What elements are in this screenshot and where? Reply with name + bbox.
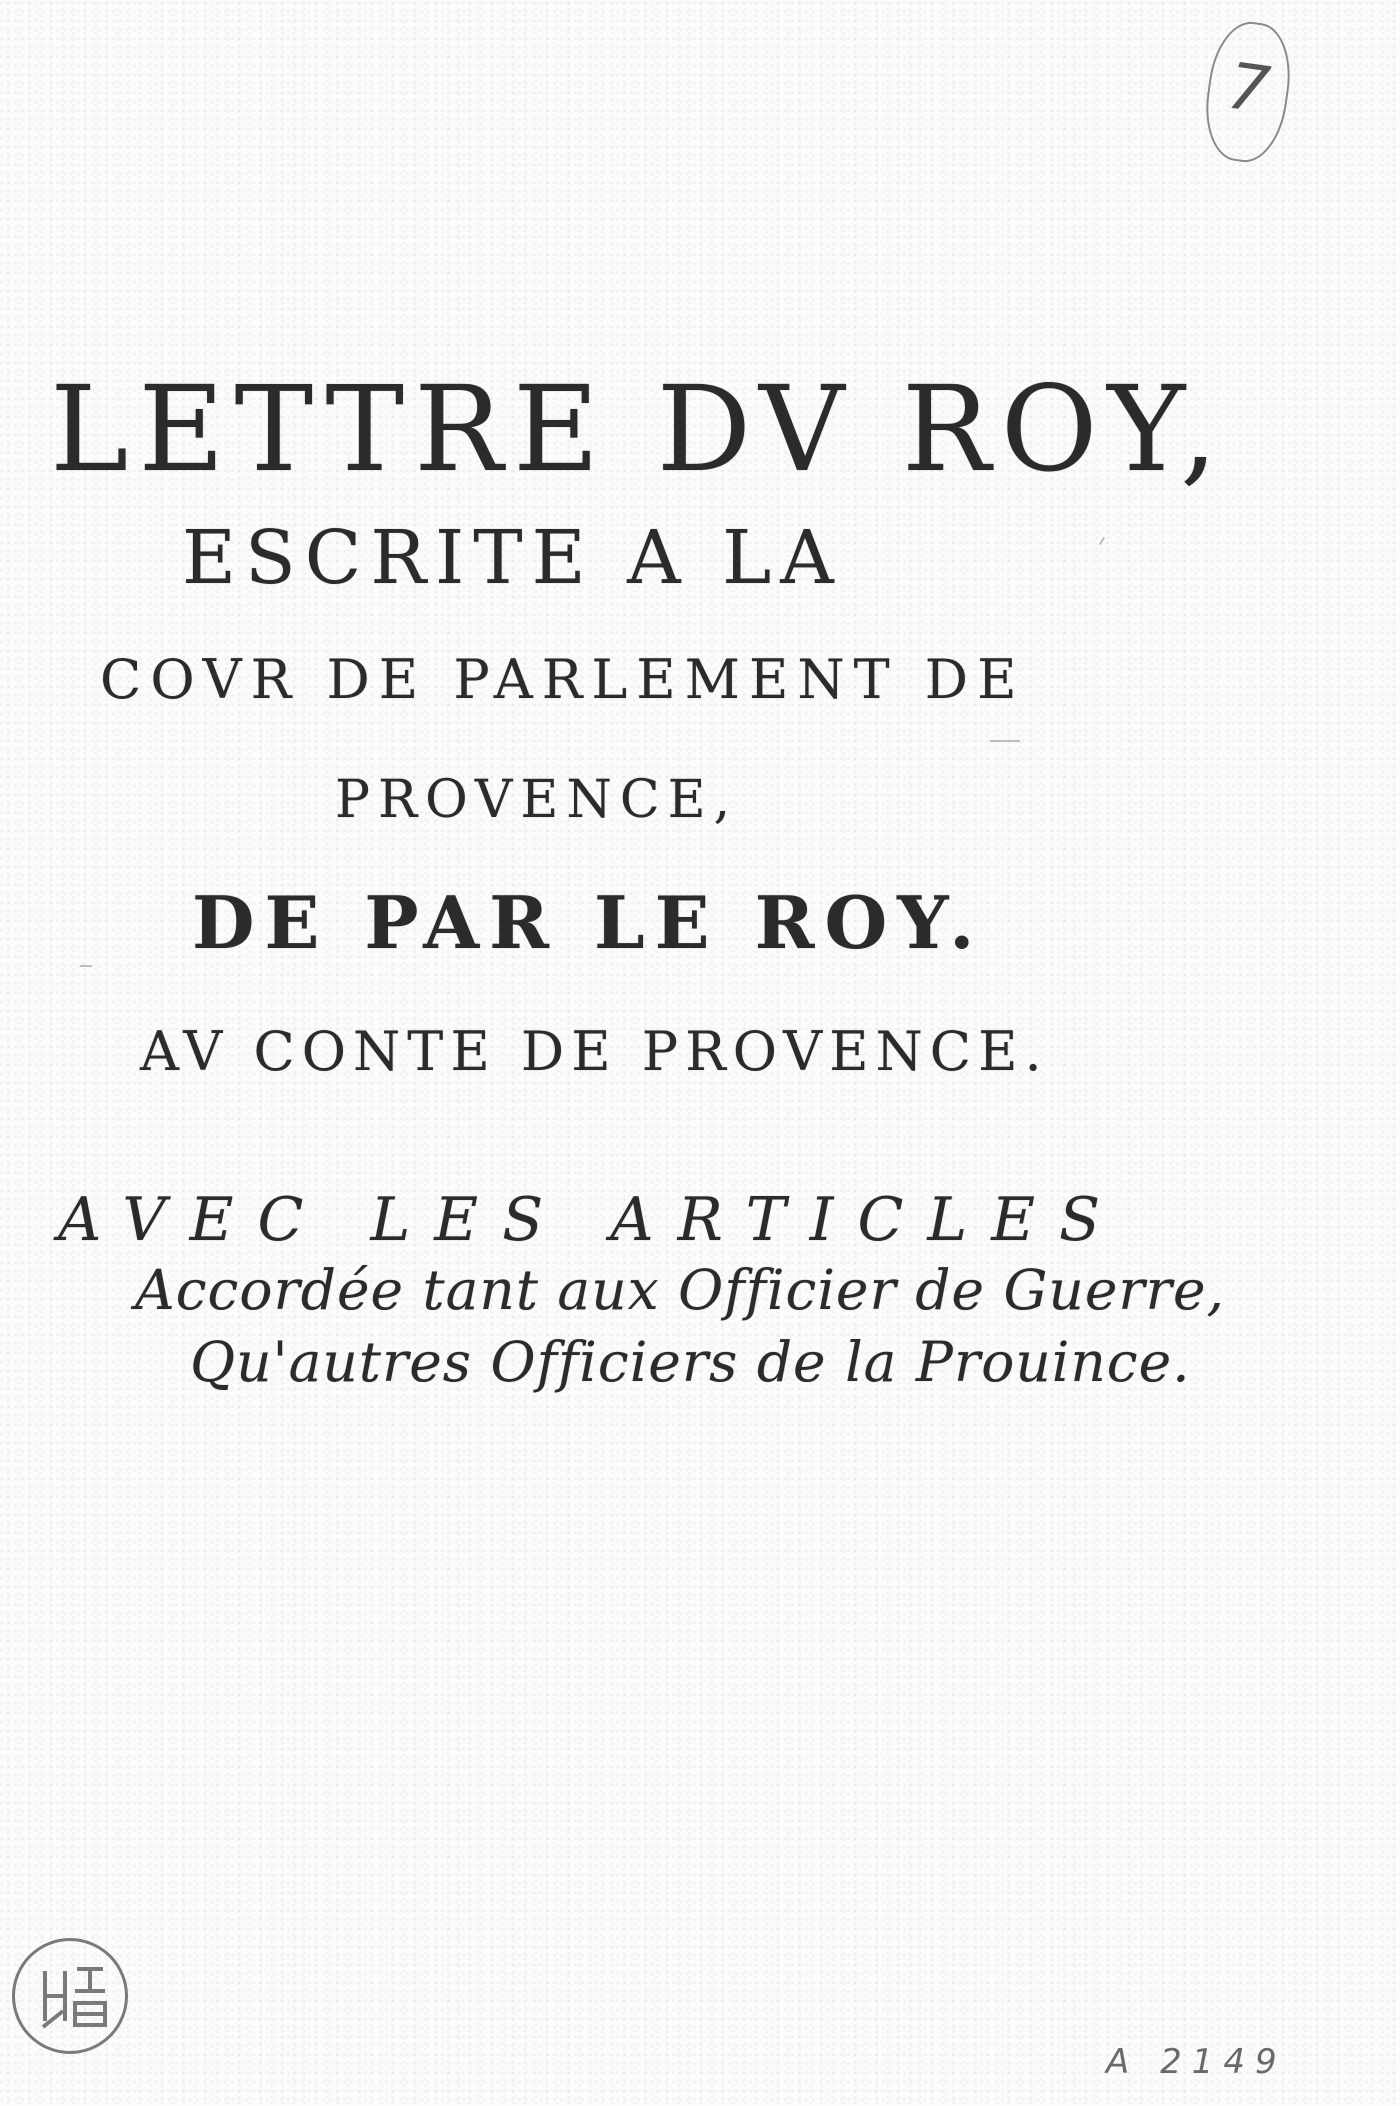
library-stamp [12, 1938, 128, 2054]
title-line-au-conte: AV CONTE DE PROVENCE. [140, 1020, 1049, 1083]
folio-number: 7 [1223, 49, 1274, 129]
title-line-escrite: ESCRITE A LA [182, 515, 843, 601]
subtitle-line-officiers-de-province: Qu'autres Officiers de la Prouince. [190, 1330, 1191, 1394]
title-line-cour-de-parlement: COVR DE PARLEMENT DE [100, 648, 1026, 711]
shelfmark-annotation: A 2149 [1106, 2042, 1287, 2082]
ink-speck [1099, 537, 1105, 545]
folio-number-annotation [1199, 17, 1298, 167]
title-line-avec-les-articles: AVEC LES ARTICLES [58, 1185, 1125, 1255]
title-line-provence: PROVENCE, [335, 770, 739, 830]
ink-speck [990, 740, 1020, 742]
title-line-lettre-du-roy: LETTRE DV ROY, [50, 360, 1228, 498]
ink-speck [80, 965, 92, 967]
subtitle-line-officiers-de-guerre: Accordée tant aux Officier de Guerre, [135, 1258, 1226, 1322]
stamp-emblem-icon [15, 1941, 125, 2051]
title-line-de-par-le-roy: DE PAR LE ROY. [192, 880, 985, 965]
